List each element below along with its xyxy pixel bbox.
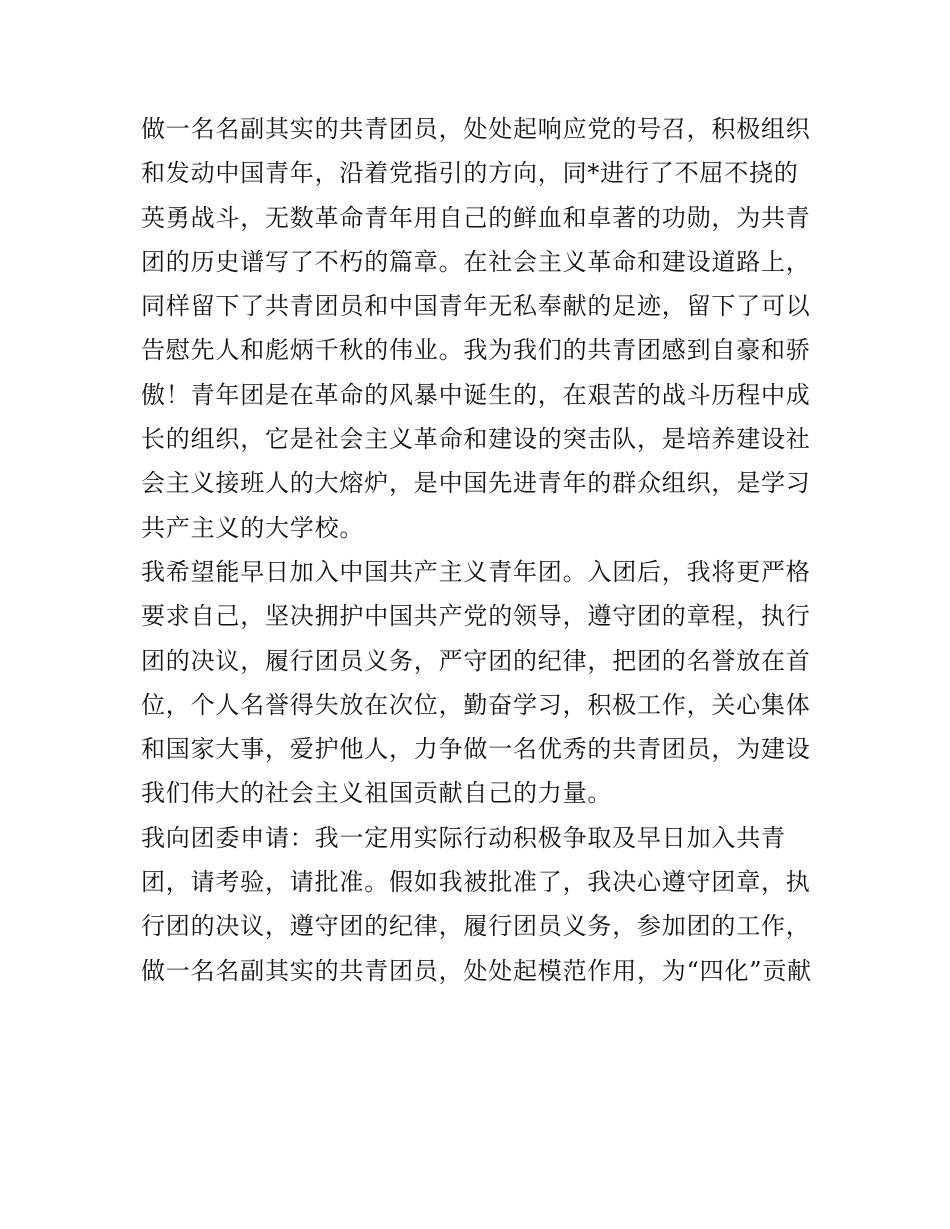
text-line-15: 和国家大事，爱护他人，力争做一名优秀的共青团员，为建设 — [141, 735, 811, 764]
text-line-6: 告慰先人和彪炳千秋的伟业。我为我们的共青团感到自豪和骄 — [141, 336, 811, 365]
text-line-19: 行团的决议，遵守团的纪律，履行团员义务，参加团的工作， — [141, 912, 811, 941]
text-line-5: 同样留下了共青团员和中国青年无私奉献的足迹，留下了可以 — [141, 292, 811, 321]
text-line-9: 会主义接班人的大熔炉，是中国先进青年的群众组织，是学习 — [141, 469, 811, 498]
text-line-7: 傲！青年团是在革命的风暴中诞生的，在艰苦的战斗历程中成 — [141, 380, 811, 409]
text-line-14: 位，个人名誉得失放在次位，勤奋学习，积极工作，关心集体 — [141, 690, 811, 719]
text-line-8: 长的组织，它是社会主义革命和建设的突击队，是培养建设社 — [141, 425, 811, 454]
text-line-11: 我希望能早日加入中国共产主义青年团。入团后，我将更严格 — [141, 557, 811, 586]
text-line-17: 我向团委申请：我一定用实际行动积极争取及早日加入共青 — [141, 823, 786, 852]
body-text — [141, 107, 821, 993]
text-line-3: 英勇战斗，无数革命青年用自己的鲜血和卓著的功勋，为共青 — [141, 203, 811, 232]
text-line-2: 和发动中国青年，沿着党指引的方向，同*进行了不屈不挠的 — [141, 159, 799, 188]
text-line-4: 团的历史谱写了不朽的篇章。在社会主义革命和建设道路上， — [141, 247, 811, 276]
text-line-10: 共产主义的大学校。 — [141, 513, 365, 542]
text-line-16: 我们伟大的社会主义祖国贡献自己的力量。 — [141, 779, 613, 808]
text-line-20: 做一名名副其实的共青团员，处处起模范作用，为“四化”贡献 — [141, 956, 812, 985]
text-line-13: 团的决议，履行团员义务，严守团的纪律，把团的名誉放在首 — [141, 646, 811, 675]
text-line-1: 做一名名副其实的共青团员，处处起响应党的号召，积极组织 — [141, 115, 811, 143]
text-line-18: 团，请考验，请批准。假如我被批准了，我决心遵守团章，执 — [141, 868, 811, 897]
text-line-12: 要求自己，坚决拥护中国共产党的领导，遵守团的章程，执行 — [141, 602, 811, 631]
